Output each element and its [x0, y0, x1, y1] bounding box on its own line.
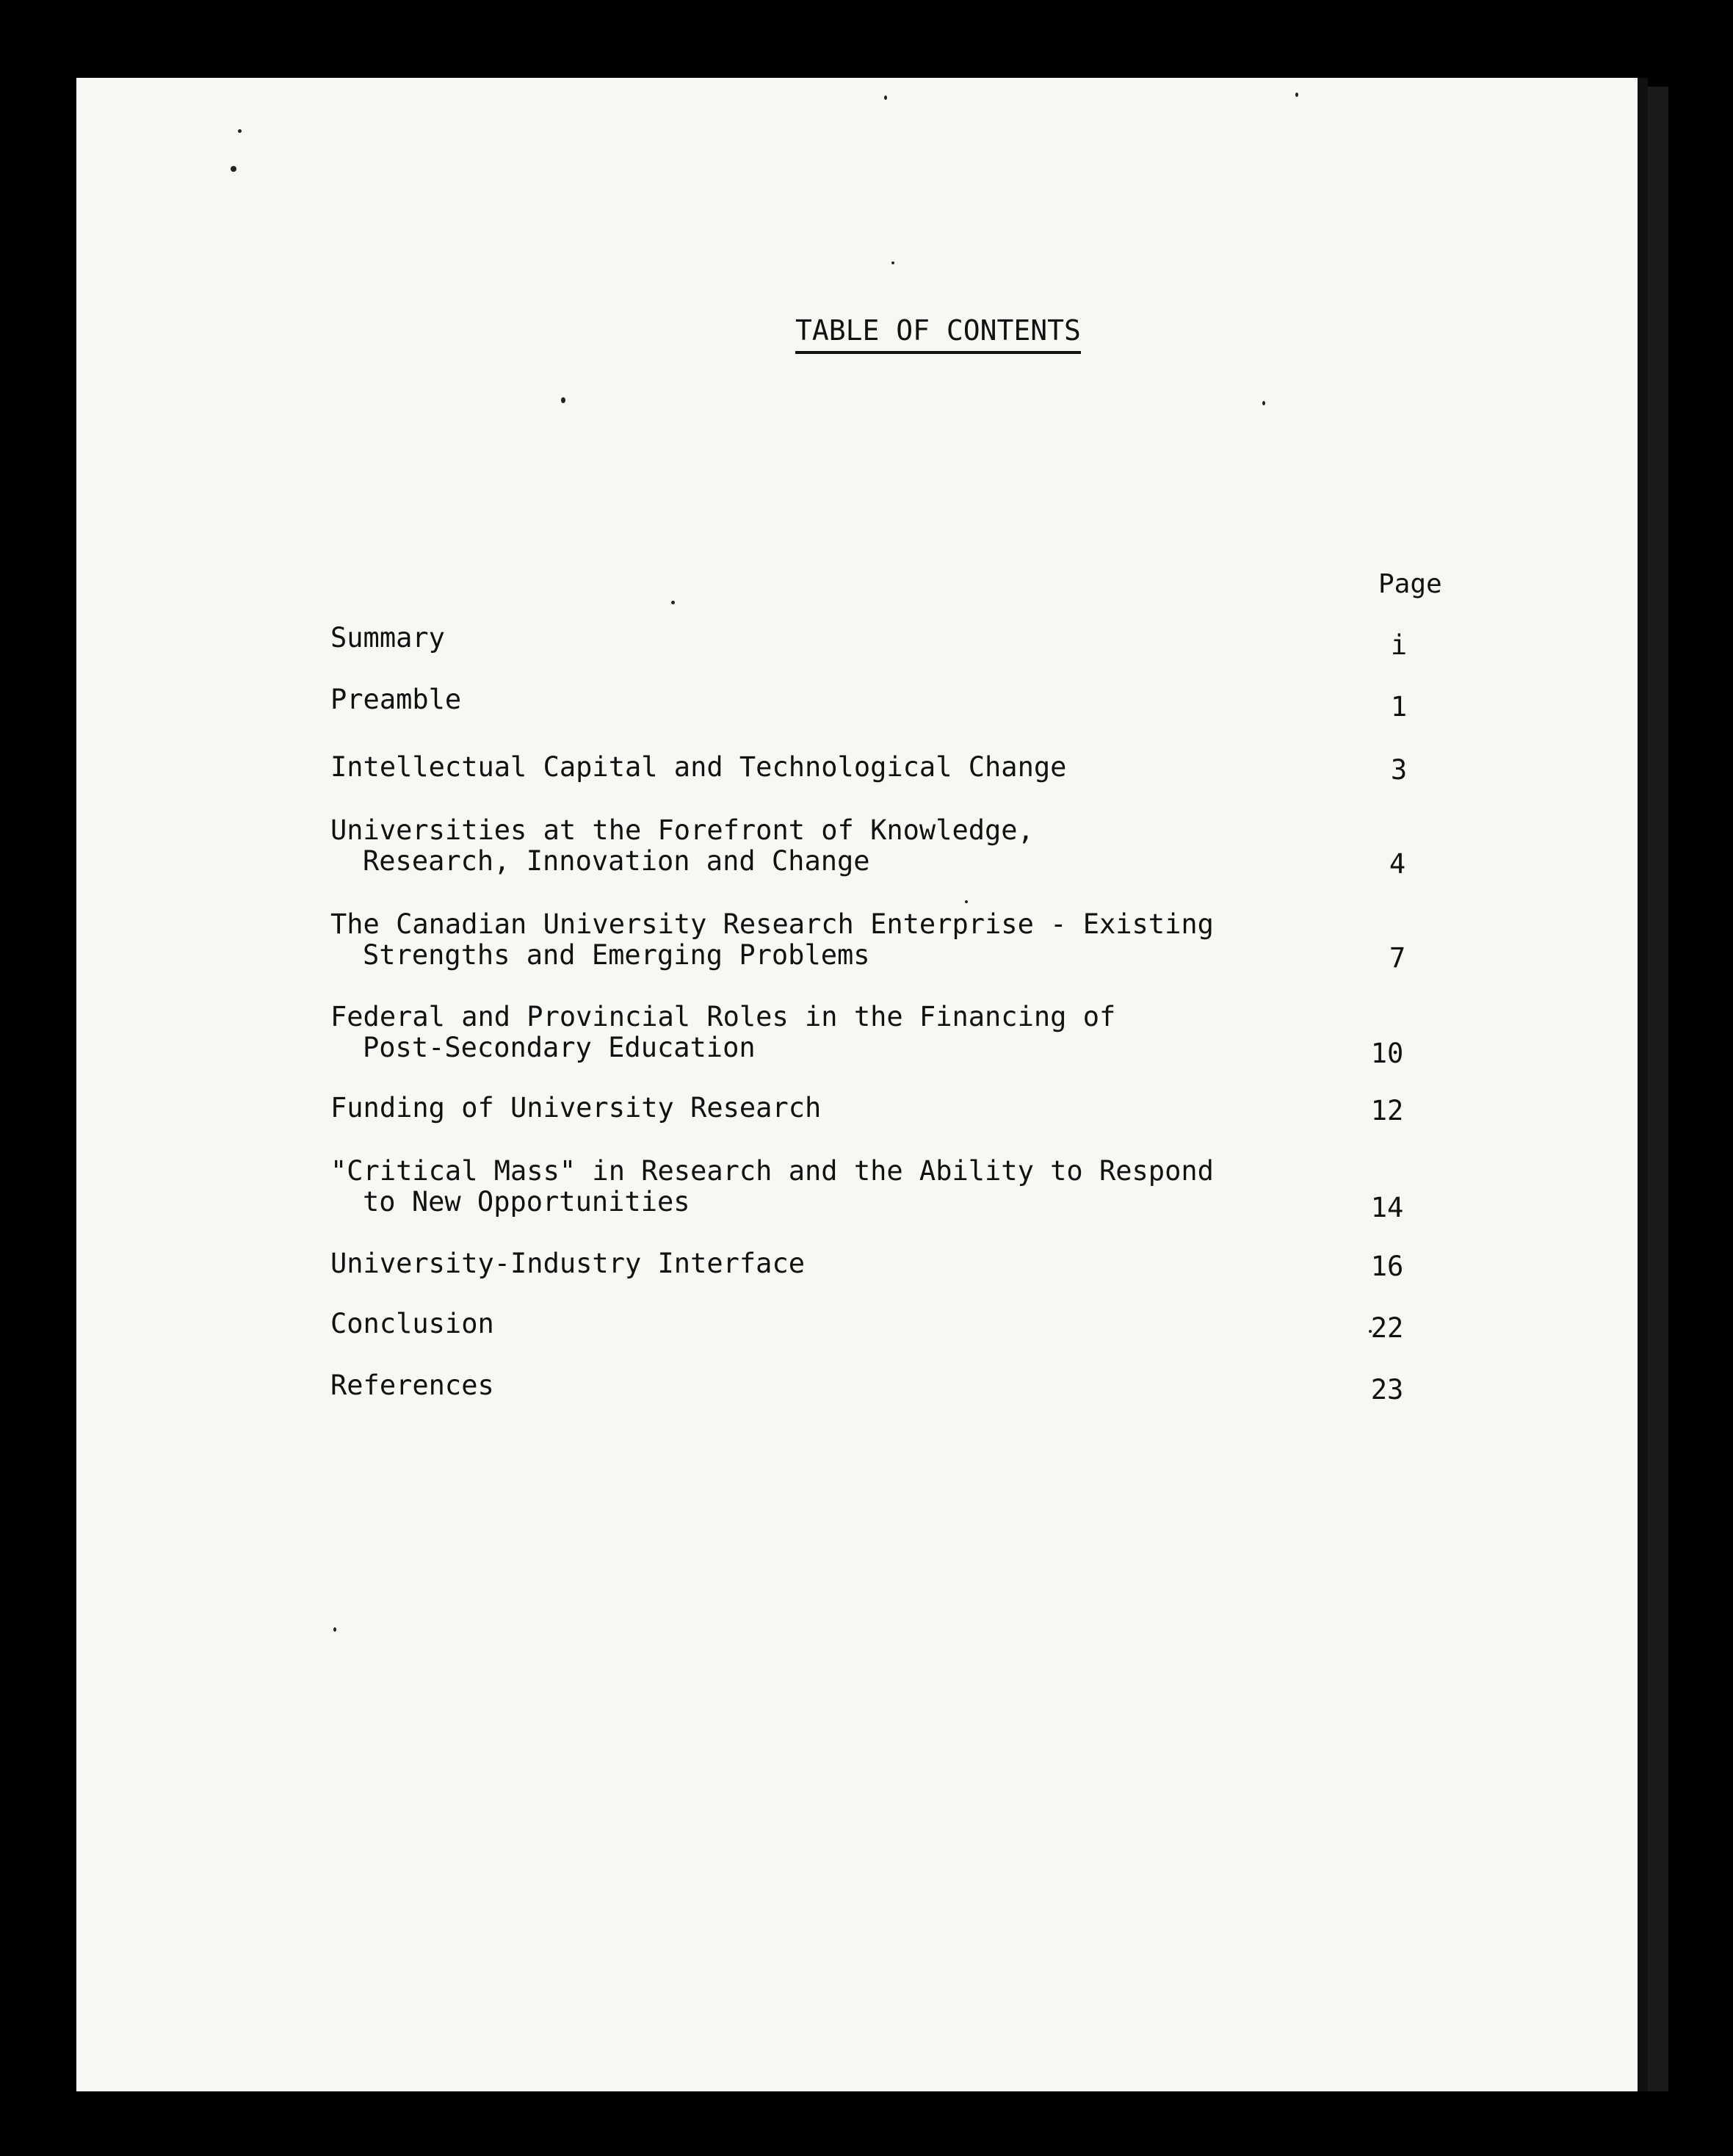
toc-entry-page: 1	[1390, 691, 1408, 723]
toc-entry-title	[330, 909, 1214, 971]
document-page	[76, 78, 1648, 2091]
toc-entry-line: Preamble	[330, 684, 462, 715]
page-column-header: Page	[1378, 569, 1442, 599]
toc-entry-line-continued: to New Opportunities	[363, 1186, 690, 1218]
toc-entry-line-continued: Strengths and Emerging Problems	[363, 939, 870, 971]
toc-entry-page: 14	[1370, 1192, 1404, 1223]
scan-speck	[965, 900, 968, 903]
toc-entry-page: i	[1390, 629, 1408, 661]
toc-entry-line: References	[330, 1370, 494, 1401]
toc-entry-title	[330, 1002, 1115, 1063]
scan-speck	[1295, 93, 1298, 97]
toc-entry-line: Conclusion	[330, 1308, 494, 1339]
scan-speck	[1262, 401, 1265, 405]
toc-entry-title	[330, 1156, 1214, 1218]
toc-entry-line: Universities at the Forefront of Knowledge,	[330, 814, 1034, 846]
toc-entry-title	[330, 815, 1034, 877]
scan-speck	[884, 95, 887, 100]
page-edge-shadow	[1648, 87, 1668, 2091]
scan-speck	[231, 166, 236, 172]
toc-entry-line: "Critical Mass" in Research and the Ability to Respond	[330, 1155, 1214, 1187]
toc-entry-line-continued: Research, Innovation and Change	[363, 845, 870, 877]
scan-speck	[671, 601, 675, 604]
toc-entry-title	[330, 1370, 494, 1401]
toc-entry-title	[330, 1093, 821, 1124]
toc-entry-page: 10	[1370, 1038, 1404, 1069]
scan-speck	[333, 1627, 336, 1632]
toc-entry-line-continued: Post-Secondary Education	[363, 1032, 756, 1063]
toc-entry-page: 16	[1370, 1251, 1404, 1282]
document-title: TABLE OF CONTENTS	[795, 314, 1081, 354]
scan-speck	[891, 261, 894, 264]
toc-entry-title	[330, 1248, 805, 1279]
toc-entry-page: 3	[1390, 754, 1408, 786]
toc-entry-page: 12	[1370, 1095, 1404, 1126]
toc-entry-line: The Canadian University Research Enterprise - Existing	[330, 908, 1214, 940]
toc-entry-line: Funding of University Research	[330, 1092, 822, 1124]
toc-entry-line: Federal and Provincial Roles in the Financing of	[330, 1001, 1116, 1032]
toc-entry-page: 7	[1389, 942, 1406, 974]
scan-speck	[561, 397, 565, 403]
toc-entry-page: 4	[1389, 848, 1406, 880]
scan-speck	[238, 129, 242, 133]
toc-entry-title	[330, 1309, 494, 1339]
toc-entry-page: 23	[1370, 1374, 1404, 1406]
toc-entry-page: 22	[1370, 1312, 1404, 1344]
toc-entry-title	[330, 684, 461, 715]
toc-entry-line: Intellectual Capital and Technological Change	[330, 751, 1067, 783]
toc-entry-title	[330, 752, 1066, 783]
toc-entry-title	[330, 623, 445, 654]
toc-entry-line: Summary	[330, 622, 445, 654]
toc-entry-line: University-Industry Interface	[330, 1248, 806, 1279]
